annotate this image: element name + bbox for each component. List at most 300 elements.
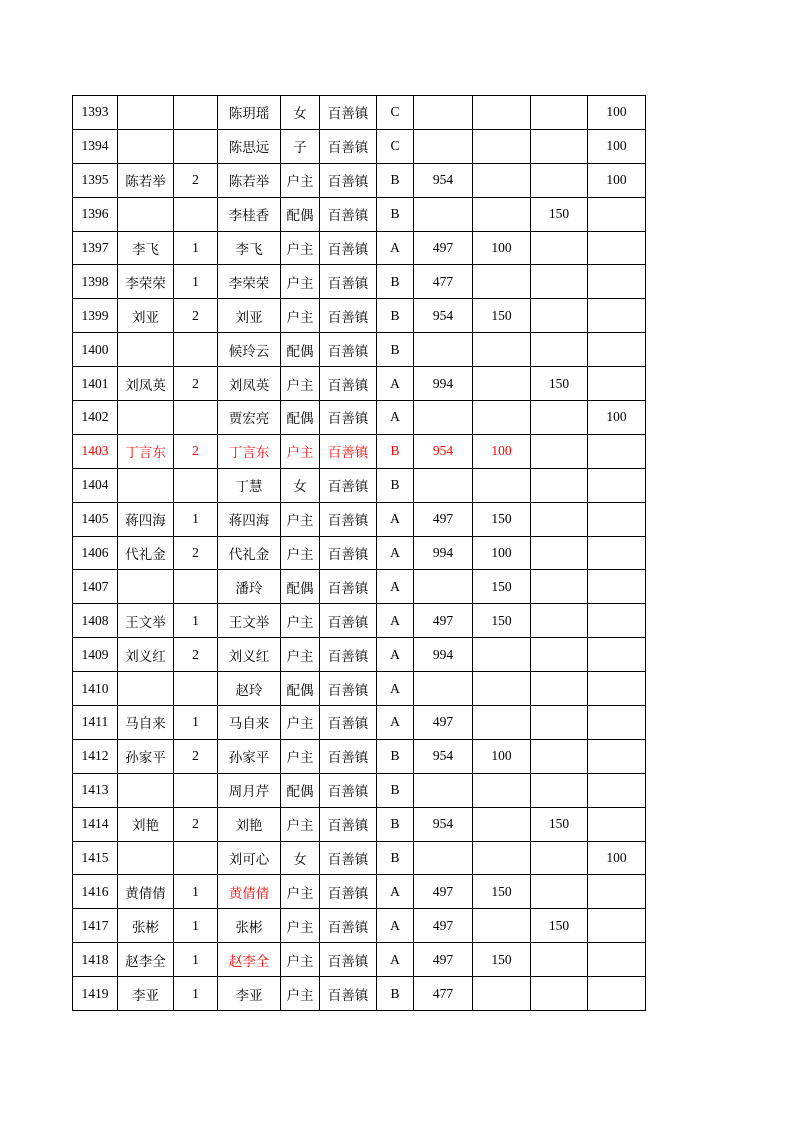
cell-relation: 配偶 [281, 401, 320, 435]
cell-household-size: 2 [174, 434, 218, 468]
cell-amount-4: 100 [588, 163, 646, 197]
cell-amount-2 [473, 96, 531, 130]
cell-amount-4 [588, 536, 646, 570]
cell-amount-2 [473, 638, 531, 672]
cell-town: 百善镇 [320, 706, 377, 740]
cell-household-size: 1 [174, 604, 218, 638]
cell-amount-3 [531, 502, 588, 536]
cell-amount-2 [473, 197, 531, 231]
cell-amount-1: 994 [414, 638, 473, 672]
cell-grade: B [377, 807, 414, 841]
cell-grade: A [377, 401, 414, 435]
cell-town: 百善镇 [320, 604, 377, 638]
cell-household-head [118, 96, 174, 130]
cell-household-size: 2 [174, 638, 218, 672]
cell-amount-3 [531, 231, 588, 265]
cell-amount-1: 497 [414, 875, 473, 909]
household-table [72, 95, 646, 1011]
cell-member-name: 孙家平 [218, 739, 281, 773]
cell-household-head: 李亚 [118, 977, 174, 1011]
cell-household-head [118, 841, 174, 875]
cell-amount-4 [588, 333, 646, 367]
cell-household-head: 刘亚 [118, 299, 174, 333]
cell-amount-3 [531, 672, 588, 706]
cell-amount-1: 954 [414, 434, 473, 468]
cell-grade: A [377, 909, 414, 943]
table-row [73, 401, 646, 435]
cell-household-head: 王文举 [118, 604, 174, 638]
cell-town: 百善镇 [320, 401, 377, 435]
table-row [73, 706, 646, 740]
cell-town: 百善镇 [320, 536, 377, 570]
cell-amount-2 [473, 672, 531, 706]
cell-grade: B [377, 163, 414, 197]
cell-grade: B [377, 773, 414, 807]
cell-amount-3 [531, 638, 588, 672]
cell-town: 百善镇 [320, 943, 377, 977]
cell-household-head: 刘艳 [118, 807, 174, 841]
cell-member-name: 赵玲 [218, 672, 281, 706]
cell-household-head: 黄倩倩 [118, 875, 174, 909]
cell-household-head: 张彬 [118, 909, 174, 943]
cell-amount-3 [531, 265, 588, 299]
cell-household-head: 刘义红 [118, 638, 174, 672]
cell-town: 百善镇 [320, 807, 377, 841]
cell-amount-1: 497 [414, 943, 473, 977]
cell-town: 百善镇 [320, 502, 377, 536]
cell-amount-3 [531, 773, 588, 807]
cell-relation: 户主 [281, 163, 320, 197]
cell-grade: B [377, 468, 414, 502]
cell-amount-1 [414, 401, 473, 435]
cell-town: 百善镇 [320, 367, 377, 401]
table-row [73, 672, 646, 706]
cell-grade: B [377, 739, 414, 773]
cell-member-name: 陈若举 [218, 163, 281, 197]
cell-index: 1415 [73, 841, 118, 875]
cell-amount-1: 497 [414, 231, 473, 265]
cell-grade: A [377, 638, 414, 672]
cell-relation: 户主 [281, 943, 320, 977]
cell-town: 百善镇 [320, 299, 377, 333]
cell-member-name: 刘可心 [218, 841, 281, 875]
cell-index: 1404 [73, 468, 118, 502]
cell-household-size [174, 841, 218, 875]
cell-member-name: 张彬 [218, 909, 281, 943]
cell-relation: 户主 [281, 706, 320, 740]
cell-amount-4 [588, 672, 646, 706]
cell-grade: A [377, 706, 414, 740]
cell-amount-3: 150 [531, 807, 588, 841]
cell-amount-4 [588, 977, 646, 1011]
cell-amount-1: 954 [414, 163, 473, 197]
cell-member-name: 陈玥瑶 [218, 96, 281, 130]
cell-amount-2: 150 [473, 875, 531, 909]
cell-household-head [118, 401, 174, 435]
cell-grade: A [377, 502, 414, 536]
cell-town: 百善镇 [320, 773, 377, 807]
cell-household-head: 刘凤英 [118, 367, 174, 401]
table-row [73, 502, 646, 536]
table-row [73, 231, 646, 265]
cell-member-name: 贾宏亮 [218, 401, 281, 435]
cell-grade: A [377, 231, 414, 265]
cell-relation: 女 [281, 468, 320, 502]
cell-town: 百善镇 [320, 841, 377, 875]
cell-member-name: 代礼金 [218, 536, 281, 570]
cell-household-head [118, 197, 174, 231]
cell-household-size [174, 197, 218, 231]
cell-amount-2 [473, 367, 531, 401]
cell-index: 1398 [73, 265, 118, 299]
cell-index: 1393 [73, 96, 118, 130]
cell-member-name: 马自来 [218, 706, 281, 740]
table-row [73, 807, 646, 841]
cell-index: 1419 [73, 977, 118, 1011]
cell-amount-2 [473, 129, 531, 163]
cell-household-size: 1 [174, 706, 218, 740]
cell-household-size [174, 96, 218, 130]
cell-amount-4: 100 [588, 96, 646, 130]
cell-relation: 子 [281, 129, 320, 163]
cell-amount-4 [588, 807, 646, 841]
cell-relation: 户主 [281, 909, 320, 943]
cell-index: 1414 [73, 807, 118, 841]
table-row [73, 977, 646, 1011]
cell-household-head: 李飞 [118, 231, 174, 265]
cell-index: 1410 [73, 672, 118, 706]
cell-amount-4 [588, 909, 646, 943]
cell-amount-3 [531, 875, 588, 909]
cell-town: 百善镇 [320, 977, 377, 1011]
cell-amount-1: 954 [414, 299, 473, 333]
cell-relation: 户主 [281, 265, 320, 299]
cell-amount-1 [414, 570, 473, 604]
cell-grade: A [377, 367, 414, 401]
cell-household-head [118, 773, 174, 807]
cell-household-head [118, 468, 174, 502]
cell-amount-2: 100 [473, 231, 531, 265]
cell-amount-2 [473, 909, 531, 943]
cell-grade: B [377, 299, 414, 333]
cell-amount-3 [531, 536, 588, 570]
cell-amount-1: 954 [414, 739, 473, 773]
cell-amount-3 [531, 333, 588, 367]
cell-household-size [174, 672, 218, 706]
table-row [73, 468, 646, 502]
cell-amount-2: 150 [473, 299, 531, 333]
cell-index: 1394 [73, 129, 118, 163]
cell-amount-4 [588, 502, 646, 536]
cell-amount-3 [531, 468, 588, 502]
cell-index: 1403 [73, 434, 118, 468]
cell-grade: A [377, 672, 414, 706]
cell-relation: 户主 [281, 299, 320, 333]
cell-household-size [174, 570, 218, 604]
cell-town: 百善镇 [320, 163, 377, 197]
cell-household-size: 2 [174, 739, 218, 773]
cell-amount-3 [531, 977, 588, 1011]
cell-town: 百善镇 [320, 197, 377, 231]
cell-household-head: 孙家平 [118, 739, 174, 773]
cell-household-size: 2 [174, 163, 218, 197]
cell-amount-4 [588, 570, 646, 604]
cell-household-head [118, 333, 174, 367]
table-row [73, 909, 646, 943]
cell-grade: A [377, 570, 414, 604]
cell-amount-1 [414, 468, 473, 502]
cell-grade: A [377, 604, 414, 638]
table-row [73, 333, 646, 367]
cell-amount-3 [531, 706, 588, 740]
cell-amount-1 [414, 197, 473, 231]
cell-amount-1: 497 [414, 909, 473, 943]
cell-amount-3 [531, 299, 588, 333]
table-row [73, 129, 646, 163]
table-row [73, 841, 646, 875]
cell-amount-2: 100 [473, 434, 531, 468]
cell-town: 百善镇 [320, 909, 377, 943]
cell-household-head [118, 129, 174, 163]
cell-household-size: 1 [174, 502, 218, 536]
cell-household-size: 2 [174, 367, 218, 401]
cell-amount-1 [414, 129, 473, 163]
cell-amount-2: 100 [473, 739, 531, 773]
cell-household-size [174, 401, 218, 435]
cell-town: 百善镇 [320, 672, 377, 706]
cell-household-size: 1 [174, 231, 218, 265]
table-row [73, 604, 646, 638]
cell-household-head: 马自来 [118, 706, 174, 740]
cell-town: 百善镇 [320, 468, 377, 502]
table-row [73, 638, 646, 672]
cell-town: 百善镇 [320, 265, 377, 299]
cell-household-head: 蒋四海 [118, 502, 174, 536]
cell-amount-2 [473, 468, 531, 502]
cell-amount-2 [473, 401, 531, 435]
cell-member-name: 周月芹 [218, 773, 281, 807]
cell-town: 百善镇 [320, 739, 377, 773]
cell-household-size: 2 [174, 536, 218, 570]
table-row [73, 299, 646, 333]
cell-household-head [118, 672, 174, 706]
cell-relation: 配偶 [281, 672, 320, 706]
cell-amount-2 [473, 773, 531, 807]
cell-town: 百善镇 [320, 570, 377, 604]
cell-amount-3 [531, 96, 588, 130]
cell-index: 1412 [73, 739, 118, 773]
cell-member-name: 李荣荣 [218, 265, 281, 299]
cell-grade: B [377, 265, 414, 299]
cell-relation: 户主 [281, 638, 320, 672]
cell-amount-1: 477 [414, 977, 473, 1011]
table-row [73, 197, 646, 231]
cell-member-name: 丁言东 [218, 434, 281, 468]
cell-member-name: 李亚 [218, 977, 281, 1011]
cell-amount-3 [531, 163, 588, 197]
cell-member-name: 刘亚 [218, 299, 281, 333]
cell-member-name: 李飞 [218, 231, 281, 265]
cell-amount-2: 100 [473, 536, 531, 570]
cell-relation: 户主 [281, 807, 320, 841]
cell-household-size [174, 468, 218, 502]
cell-relation: 户主 [281, 977, 320, 1011]
table-row [73, 570, 646, 604]
table-row [73, 367, 646, 401]
cell-amount-4: 100 [588, 129, 646, 163]
cell-grade: B [377, 841, 414, 875]
cell-household-size: 1 [174, 943, 218, 977]
cell-amount-3 [531, 129, 588, 163]
cell-index: 1396 [73, 197, 118, 231]
cell-index: 1417 [73, 909, 118, 943]
cell-amount-2 [473, 163, 531, 197]
cell-amount-1: 994 [414, 367, 473, 401]
cell-household-size: 1 [174, 875, 218, 909]
cell-index: 1407 [73, 570, 118, 604]
cell-relation: 户主 [281, 502, 320, 536]
table-row [73, 96, 646, 130]
table-row [73, 773, 646, 807]
cell-member-name: 潘玲 [218, 570, 281, 604]
cell-member-name: 候玲云 [218, 333, 281, 367]
cell-amount-1 [414, 841, 473, 875]
cell-amount-1: 497 [414, 502, 473, 536]
cell-household-head: 丁言东 [118, 434, 174, 468]
cell-amount-2 [473, 807, 531, 841]
cell-amount-3: 150 [531, 367, 588, 401]
cell-household-head: 赵李全 [118, 943, 174, 977]
table-row [73, 163, 646, 197]
cell-relation: 户主 [281, 604, 320, 638]
cell-member-name: 刘义红 [218, 638, 281, 672]
table-body [73, 96, 646, 1011]
cell-amount-3: 150 [531, 197, 588, 231]
table-row [73, 536, 646, 570]
cell-household-size [174, 129, 218, 163]
cell-amount-4: 100 [588, 841, 646, 875]
cell-index: 1399 [73, 299, 118, 333]
cell-grade: A [377, 875, 414, 909]
cell-town: 百善镇 [320, 875, 377, 909]
cell-amount-4 [588, 604, 646, 638]
cell-amount-1: 994 [414, 536, 473, 570]
cell-grade: B [377, 333, 414, 367]
cell-amount-4 [588, 773, 646, 807]
cell-household-size: 1 [174, 977, 218, 1011]
cell-household-head: 陈若举 [118, 163, 174, 197]
cell-member-name: 陈思远 [218, 129, 281, 163]
cell-grade: C [377, 96, 414, 130]
cell-index: 1402 [73, 401, 118, 435]
cell-grade: B [377, 434, 414, 468]
cell-relation: 配偶 [281, 570, 320, 604]
cell-amount-3: 150 [531, 909, 588, 943]
cell-amount-4 [588, 299, 646, 333]
cell-member-name: 蒋四海 [218, 502, 281, 536]
cell-amount-2: 150 [473, 570, 531, 604]
cell-household-size: 2 [174, 807, 218, 841]
cell-grade: C [377, 129, 414, 163]
cell-amount-3 [531, 604, 588, 638]
cell-amount-2: 150 [473, 604, 531, 638]
cell-amount-3 [531, 841, 588, 875]
cell-amount-2 [473, 706, 531, 740]
cell-amount-4 [588, 638, 646, 672]
cell-amount-4 [588, 706, 646, 740]
cell-index: 1416 [73, 875, 118, 909]
cell-grade: A [377, 536, 414, 570]
cell-amount-3 [531, 434, 588, 468]
cell-amount-4 [588, 367, 646, 401]
cell-relation: 户主 [281, 875, 320, 909]
cell-index: 1406 [73, 536, 118, 570]
cell-household-head: 代礼金 [118, 536, 174, 570]
cell-amount-1 [414, 333, 473, 367]
cell-amount-2: 150 [473, 943, 531, 977]
cell-town: 百善镇 [320, 231, 377, 265]
cell-relation: 女 [281, 96, 320, 130]
cell-grade: B [377, 197, 414, 231]
cell-index: 1397 [73, 231, 118, 265]
cell-amount-4 [588, 265, 646, 299]
cell-index: 1395 [73, 163, 118, 197]
cell-amount-4 [588, 197, 646, 231]
cell-index: 1409 [73, 638, 118, 672]
cell-household-head: 李荣荣 [118, 265, 174, 299]
cell-index: 1411 [73, 706, 118, 740]
cell-relation: 女 [281, 841, 320, 875]
cell-index: 1408 [73, 604, 118, 638]
cell-amount-1: 497 [414, 706, 473, 740]
cell-household-size [174, 773, 218, 807]
cell-amount-1: 497 [414, 604, 473, 638]
table-row [73, 875, 646, 909]
cell-town: 百善镇 [320, 638, 377, 672]
cell-member-name: 李桂香 [218, 197, 281, 231]
cell-relation: 配偶 [281, 197, 320, 231]
cell-household-size: 2 [174, 299, 218, 333]
cell-index: 1413 [73, 773, 118, 807]
cell-relation: 配偶 [281, 333, 320, 367]
cell-household-size: 1 [174, 909, 218, 943]
cell-amount-4 [588, 231, 646, 265]
cell-household-size: 1 [174, 265, 218, 299]
cell-amount-3 [531, 401, 588, 435]
cell-index: 1418 [73, 943, 118, 977]
cell-town: 百善镇 [320, 96, 377, 130]
cell-amount-1 [414, 773, 473, 807]
cell-member-name: 丁慧 [218, 468, 281, 502]
cell-grade: B [377, 977, 414, 1011]
cell-member-name: 赵李全 [218, 943, 281, 977]
cell-amount-2 [473, 333, 531, 367]
cell-relation: 户主 [281, 434, 320, 468]
cell-amount-2 [473, 977, 531, 1011]
cell-relation: 户主 [281, 536, 320, 570]
cell-household-head [118, 570, 174, 604]
cell-amount-4 [588, 943, 646, 977]
cell-amount-4 [588, 739, 646, 773]
cell-member-name: 黄倩倩 [218, 875, 281, 909]
cell-amount-3 [531, 739, 588, 773]
cell-amount-3 [531, 943, 588, 977]
cell-grade: A [377, 943, 414, 977]
cell-amount-1: 477 [414, 265, 473, 299]
cell-relation: 户主 [281, 739, 320, 773]
cell-amount-4 [588, 434, 646, 468]
cell-amount-2 [473, 265, 531, 299]
